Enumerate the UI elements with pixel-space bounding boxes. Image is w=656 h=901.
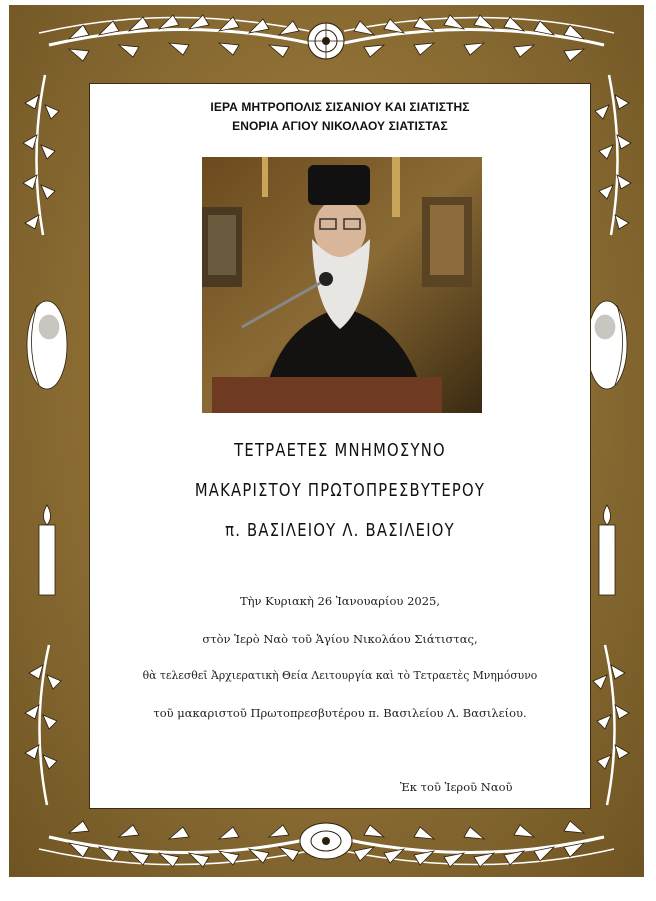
bottom-flower-ornament — [300, 823, 352, 859]
ornamental-frame — [9, 5, 644, 877]
priest-portrait-photo — [202, 157, 482, 413]
announcement-line-3: θὰ τελεσθεῖ Ἀρχιερατικὴ Θεία Λειτουργία καὶ τὸ Τετραετὲς Μνημόσυνο — [142, 669, 538, 682]
parish-heading: ΕΝΟΡΙΑ ΑΓΙΟΥ ΝΙΚΟΛΑΟΥ ΣΙΑΤΙΣΤΑΣ — [232, 119, 448, 133]
announcement-line-4: τοῦ μακαριστοῦ Πρωτοπρεσβυτέρου π. Βασιλείου Λ. Βασιλείου. — [153, 706, 527, 720]
announcement-line-2: στὸν Ἱερὸ Ναὸ τοῦ Ἁγίου Νικολάου Σιάτιστας, — [202, 632, 478, 646]
top-flower-ornament — [308, 23, 344, 59]
announcement-line-1: Τὴν Κυριακὴ 26 Ἰανουαρίου 2025, — [239, 594, 441, 608]
memorial-title-line-2: ΜΑΚΑΡΙΣΤΟΥ ΠΡΩΤΟΠΡΕΣΒΥΤΕΡΟΥ — [194, 480, 486, 501]
memorial-title-line-3: π. ΒΑΣΙΛΕΙΟΥ Λ. ΒΑΣΙΛΕΙΟΥ — [225, 520, 455, 541]
memorial-title-line-1: ΤΕΤΡΑΕΤΕΣ ΜΝΗΜΟΣΥΝΟ — [234, 440, 446, 461]
left-side-ornament — [23, 75, 67, 805]
signoff-text: Ἐκ τοῦ Ἱεροῦ Ναοῦ — [400, 780, 513, 794]
metropolis-heading: ΙΕΡΑ ΜΗΤΡΟΠΟΛΙΣ ΣΙΣΑΝΙΟΥ ΚΑΙ ΣΙΑΤΙΣΤΗΣ — [210, 100, 470, 114]
memorial-card — [89, 83, 591, 809]
right-side-ornament — [587, 75, 631, 805]
